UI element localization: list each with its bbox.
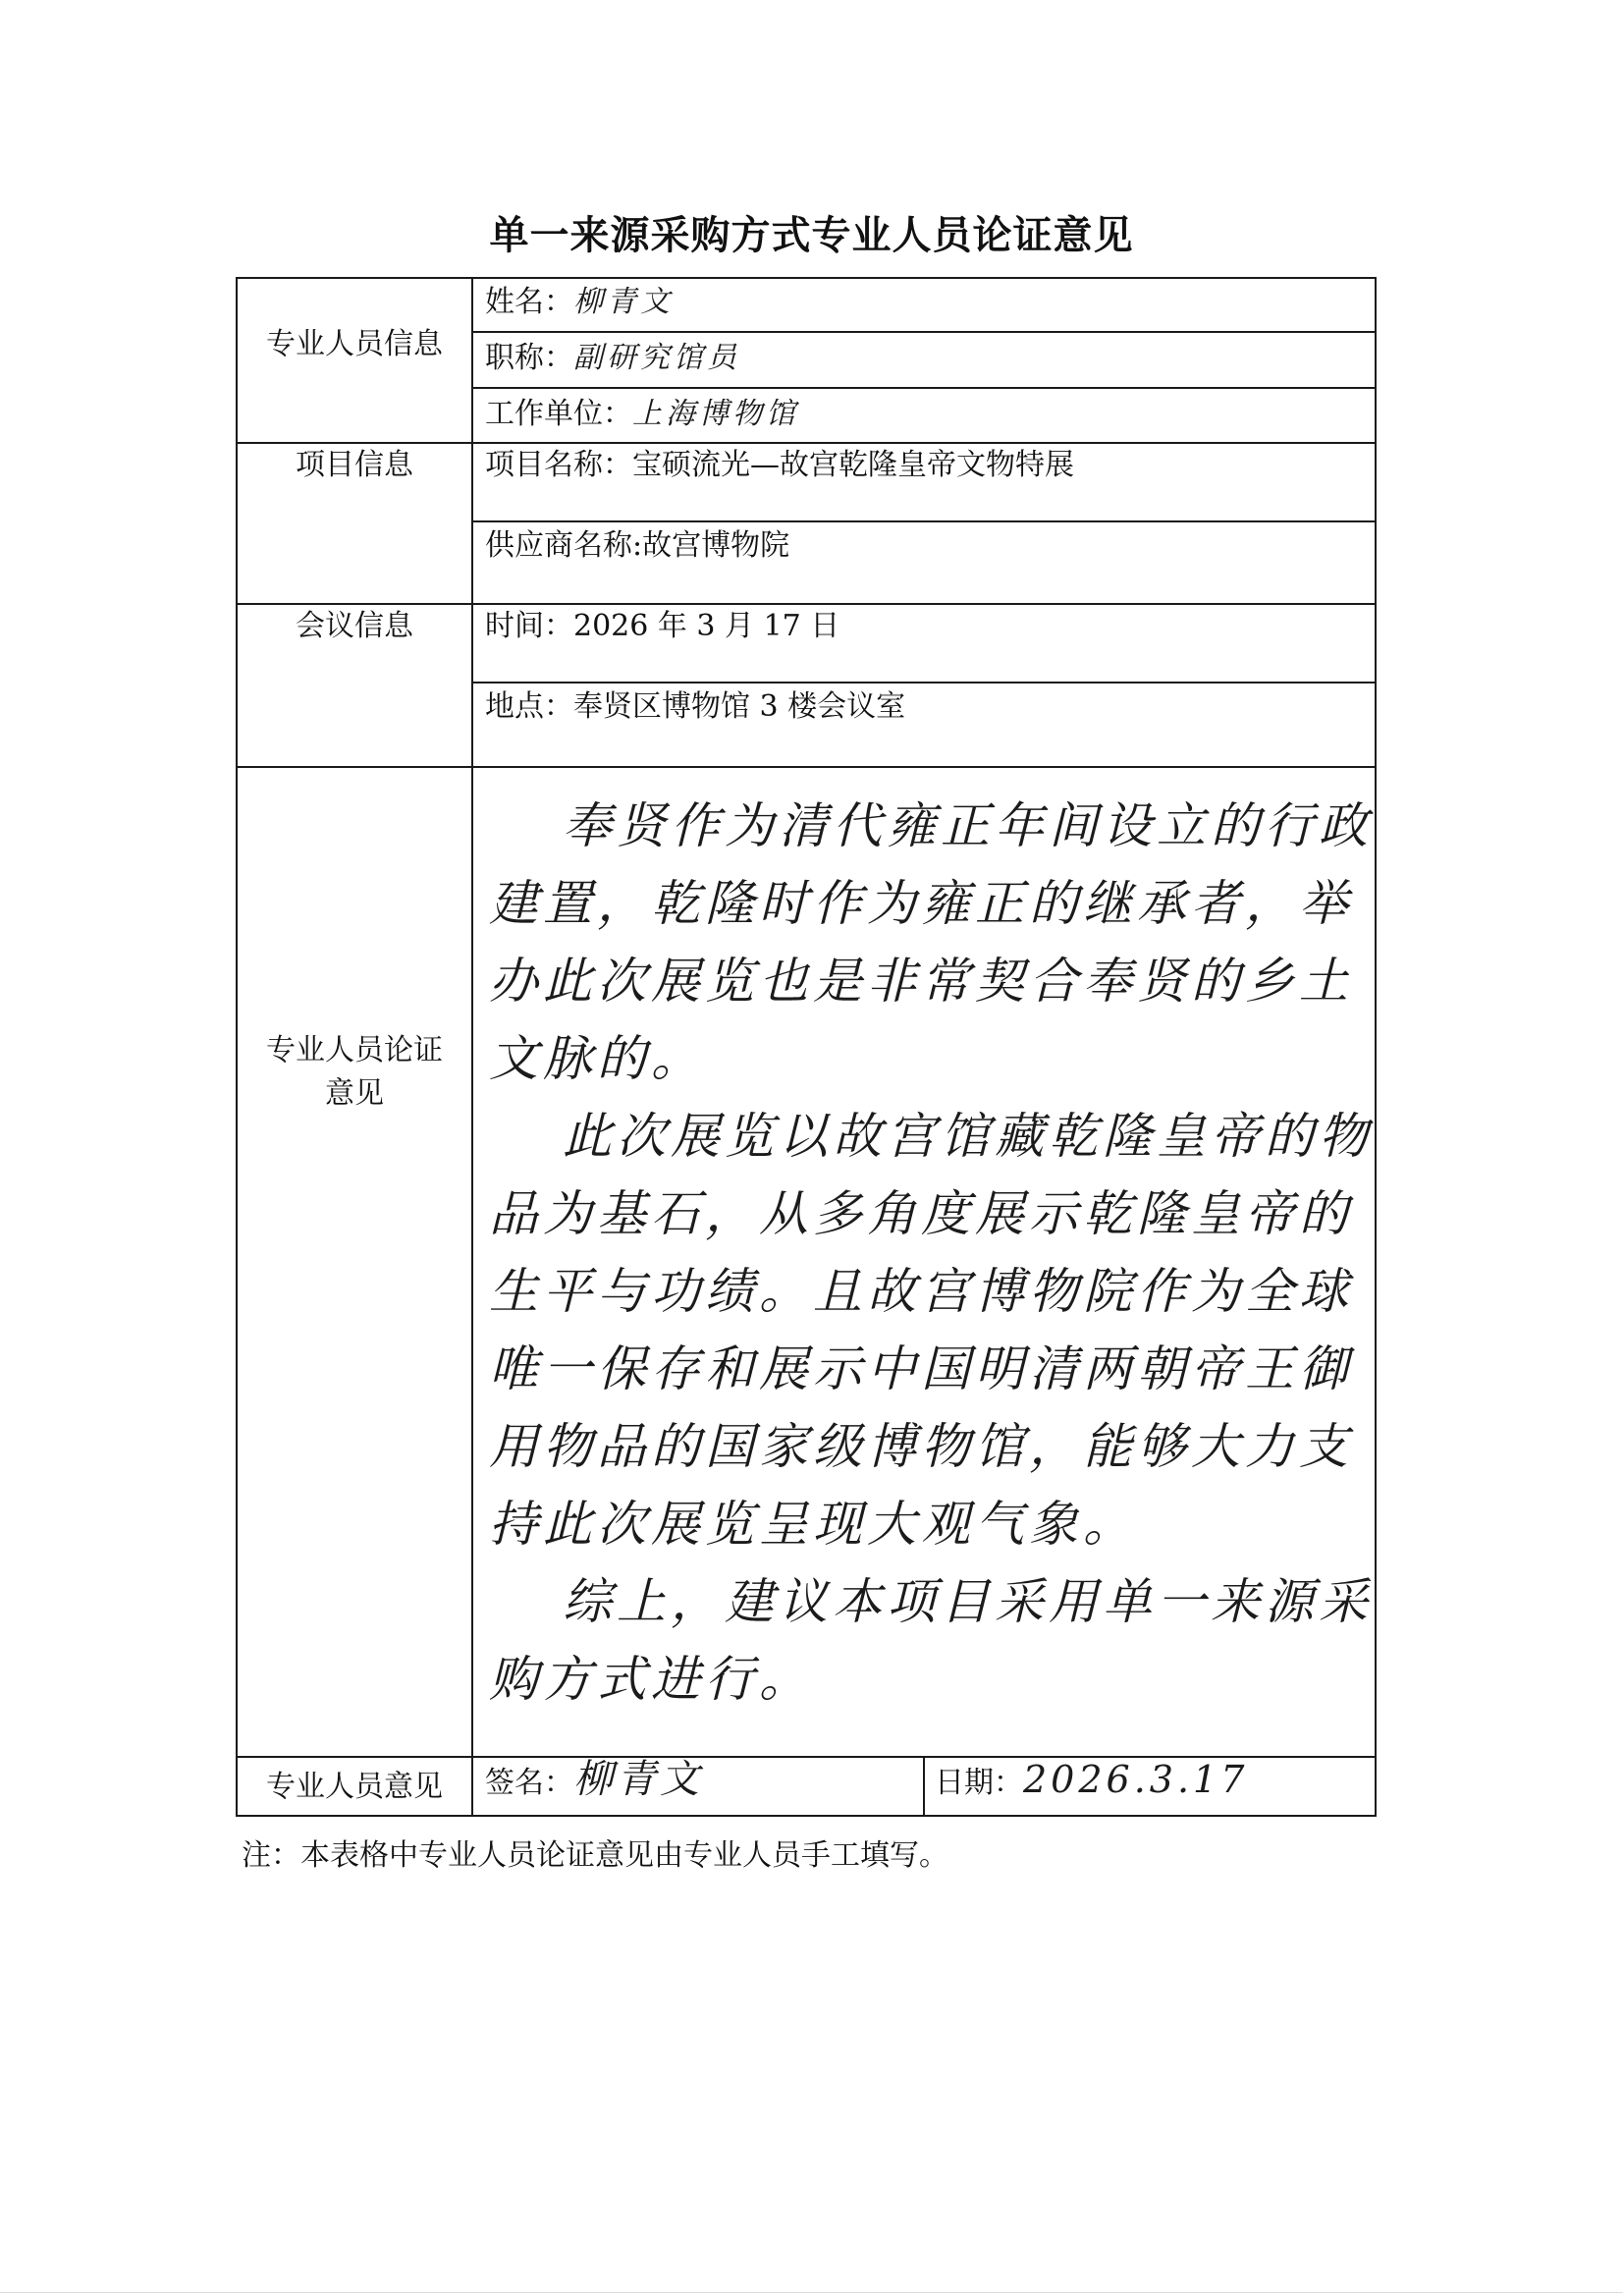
meeting-time-row xyxy=(485,609,839,644)
job-title-value: 副研究馆员 xyxy=(573,341,740,375)
handwritten-opinion xyxy=(489,788,1373,1719)
form-border-bottom xyxy=(236,1815,1377,1817)
section-divider xyxy=(236,603,1377,605)
meeting-place-label: 地点： xyxy=(485,689,573,724)
project-info-label: 项目信息 xyxy=(296,448,413,482)
project-name-row xyxy=(485,448,1074,483)
row-divider xyxy=(471,331,1377,333)
organization-value: 上海博物馆 xyxy=(632,397,799,431)
signature-date-divider xyxy=(923,1756,925,1817)
job-title-label: 职称： xyxy=(485,341,573,375)
project-name-value: 宝硕流光—故宫乾隆皇帝文物特展 xyxy=(632,448,1074,482)
document-title: 单一来源采购方式专业人员论证意见 xyxy=(489,213,1134,258)
footnote: 注：本表格中专业人员论证意见由专业人员手工填写。 xyxy=(242,1838,948,1873)
meeting-place-value: 奉贤区博物馆 3 楼会议室 xyxy=(573,689,906,724)
opinion-paragraph: 综上，建议本项目采用单一来源采购方式进行。 xyxy=(489,1573,1373,1708)
opinion-label-line-2: 意见 xyxy=(325,1076,384,1111)
supplier-label: 供应商名称: xyxy=(485,528,643,563)
page-bottom-rule xyxy=(0,2292,1623,2293)
meeting-time-label: 时间： xyxy=(485,609,573,643)
organization-row xyxy=(485,397,799,432)
signature-section-label: 专业人员意见 xyxy=(266,1770,443,1804)
expert-info-label: 专业人员信息 xyxy=(266,327,443,361)
opinion-label-line-1: 专业人员论证 xyxy=(266,1033,443,1067)
label-column-divider xyxy=(471,277,473,1817)
date-label: 日期： xyxy=(935,1766,1023,1800)
name-label: 姓名： xyxy=(485,285,573,319)
opinion-label xyxy=(238,1029,471,1116)
meeting-info-label: 会议信息 xyxy=(296,609,413,643)
section-divider xyxy=(236,1756,1377,1758)
name-row xyxy=(485,285,674,320)
row-divider xyxy=(471,520,1377,522)
organization-label: 工作单位： xyxy=(485,397,632,431)
job-title-row xyxy=(485,341,740,376)
form-border-top xyxy=(236,277,1377,279)
form-border-right xyxy=(1375,277,1377,1817)
supplier-value: 故宫博物院 xyxy=(642,528,790,563)
signature-value: 柳青文 xyxy=(573,1757,703,1802)
date-value: 2026.3.17 xyxy=(1023,1758,1249,1801)
row-divider xyxy=(471,682,1377,683)
signature-label: 签名： xyxy=(485,1766,573,1800)
section-divider xyxy=(236,442,1377,444)
meeting-time-value: 2026 年 3 月 17 日 xyxy=(573,609,840,643)
supplier-row xyxy=(485,528,789,564)
section-divider xyxy=(236,766,1377,768)
opinion-paragraph: 奉贤作为清代雍正年间设立的行政建置，乾隆时作为雍正的继承者，举办此次展览也是非常契合奉贤的乡土文脉的。 xyxy=(489,797,1373,1087)
meeting-place-row xyxy=(485,689,905,725)
opinion-paragraph: 此次展览以故宫馆藏乾隆皇帝的物品为基石，从多角度展示乾隆皇帝的生平与功绩。且故宫博物院作为全球唯一保存和展示中国明清两朝帝王御用物品的国家级博物馆，能够大力支持此次展览呈现大观气象。 xyxy=(489,1108,1373,1553)
row-divider xyxy=(471,387,1377,389)
name-value: 柳青文 xyxy=(573,285,674,319)
project-name-label: 项目名称： xyxy=(485,448,632,482)
